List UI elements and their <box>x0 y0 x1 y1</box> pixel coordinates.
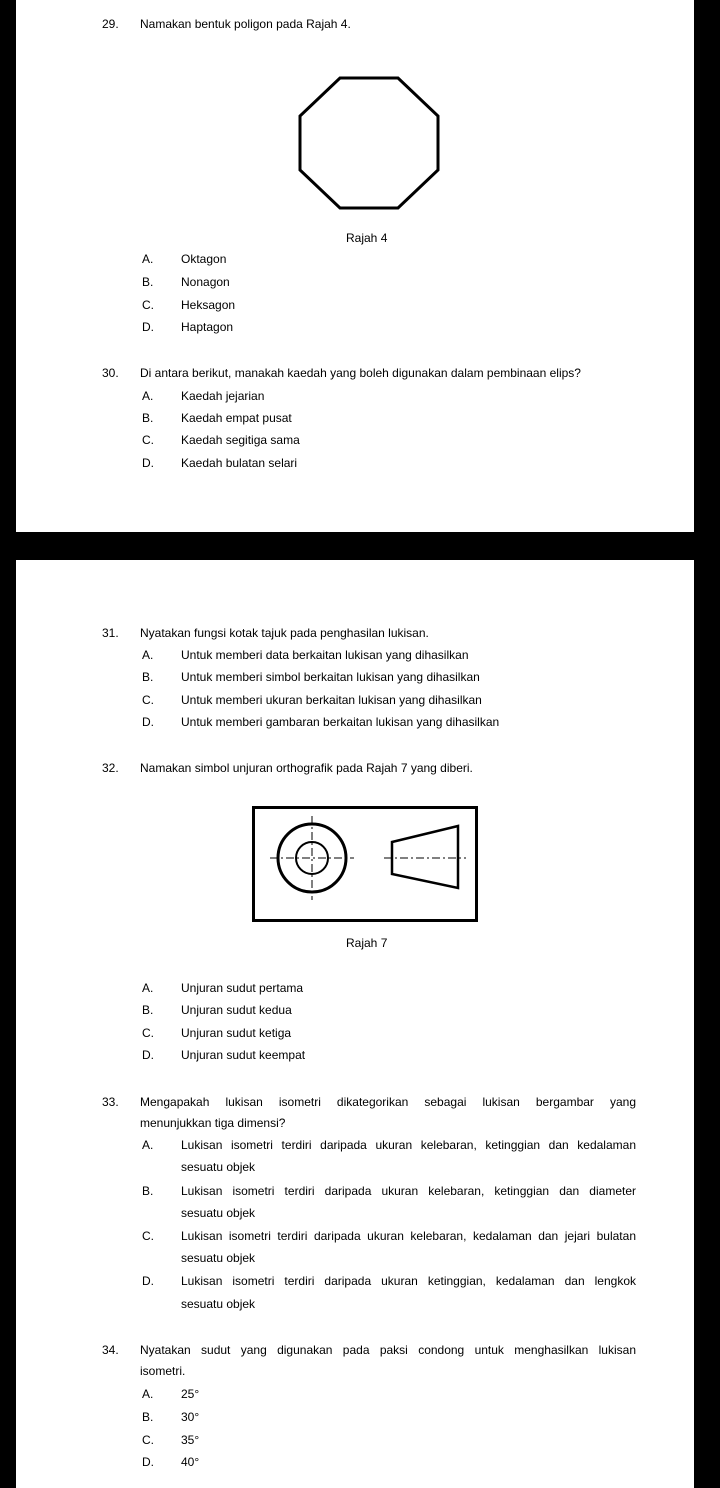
option-text: Unjuran sudut kedua <box>181 1003 292 1017</box>
option-letter: B. <box>142 1184 154 1198</box>
option-text: Unjuran sudut ketiga <box>181 1026 292 1040</box>
option-letter: D. <box>142 1274 154 1288</box>
option-text-line2: sesuatu objek <box>181 1206 256 1220</box>
option-letter: C. <box>142 693 154 707</box>
option-letter: C. <box>142 433 154 447</box>
question-text: Namakan simbol unjuran orthografik pada Rajah 7 yang diberi. <box>140 761 473 775</box>
option-letter: C. <box>142 1026 154 1040</box>
page-1 <box>16 0 694 532</box>
option-letter: A. <box>142 981 154 995</box>
question-text: Di antara berikut, manakah kaedah yang boleh digunakan dalam pembinaan elips? <box>140 366 581 380</box>
option-text: Untuk memberi data berkaitan lukisan yang dihasilkan <box>181 648 469 662</box>
option-text: 25° <box>181 1387 200 1401</box>
option-text: Kaedah bulatan selari <box>181 456 298 470</box>
option-letter: B. <box>142 275 154 289</box>
option-text: Nonagon <box>181 275 230 289</box>
figure-caption: Rajah 4 <box>346 231 388 245</box>
option-letter: D. <box>142 320 154 334</box>
question-text: Namakan bentuk poligon pada Rajah 4. <box>140 17 351 31</box>
option-text: Kaedah jejarian <box>181 389 265 403</box>
projection-symbol-figure <box>252 806 478 922</box>
option-text-line1: Lukisan isometri terdiri daripada ukuran kelebaran, kedalaman dan jejari bulatan <box>181 1229 636 1243</box>
option-text: Kaedah empat pusat <box>181 411 292 425</box>
option-letter: D. <box>142 456 154 470</box>
option-text: Haptagon <box>181 320 234 334</box>
option-text: Oktagon <box>181 252 227 266</box>
option-letter: B. <box>142 1410 154 1424</box>
option-text: 40° <box>181 1455 200 1469</box>
option-letter: C. <box>142 298 154 312</box>
option-text-line1: Lukisan isometri terdiri daripada ukuran kelebaran, ketinggian dan diameter <box>181 1184 636 1198</box>
option-letter: B. <box>142 411 154 425</box>
option-text: Untuk memberi ukuran berkaitan lukisan yang dihasilkan <box>181 693 482 707</box>
option-text-line2: sesuatu objek <box>181 1160 256 1174</box>
option-text-line1: Lukisan isometri terdiri daripada ukuran kelebaran, ketinggian dan kedalaman <box>181 1138 636 1152</box>
option-text: Unjuran sudut keempat <box>181 1048 306 1062</box>
option-letter: D. <box>142 715 154 729</box>
option-letter: A. <box>142 648 154 662</box>
option-letter: B. <box>142 1003 154 1017</box>
question-text-line1: Nyatakan sudut yang digunakan pada paksi condong untuk menghasilkan lukisan <box>140 1343 636 1357</box>
option-text: Untuk memberi gambaran berkaitan lukisan yang dihasilkan <box>181 715 500 729</box>
option-text-line1: Lukisan isometri terdiri daripada ukuran ketinggian, kedalaman dan lengkok <box>181 1274 636 1288</box>
option-text-line2: sesuatu objek <box>181 1297 256 1311</box>
option-text: Heksagon <box>181 298 236 312</box>
figure-caption: Rajah 7 <box>346 936 388 950</box>
question-number: 32. <box>102 761 119 775</box>
option-letter: C. <box>142 1433 154 1447</box>
question-number: 34. <box>102 1343 119 1357</box>
option-text: Kaedah segitiga sama <box>181 433 300 447</box>
option-letter: A. <box>142 1138 154 1152</box>
option-letter: D. <box>142 1048 154 1062</box>
question-number: 31. <box>102 626 119 640</box>
option-letter: A. <box>142 252 154 266</box>
option-letter: B. <box>142 670 154 684</box>
question-number: 30. <box>102 366 119 380</box>
question-number: 33. <box>102 1095 119 1109</box>
question-text: Nyatakan fungsi kotak tajuk pada penghasilan lukisan. <box>140 626 429 640</box>
option-text-line2: sesuatu objek <box>181 1251 256 1265</box>
question-number: 29. <box>102 17 119 31</box>
option-letter: A. <box>142 1387 154 1401</box>
question-text-line2: isometri. <box>140 1364 186 1378</box>
octagon-figure <box>298 76 440 210</box>
option-text: 30° <box>181 1410 200 1424</box>
option-text: 35° <box>181 1433 200 1447</box>
question-text-line2: menunjukkan tiga dimensi? <box>140 1116 286 1130</box>
option-letter: C. <box>142 1229 154 1243</box>
option-letter: D. <box>142 1455 154 1469</box>
question-text-line1: Mengapakah lukisan isometri dikategorikan sebagai lukisan bergambar yang <box>140 1095 636 1109</box>
page-2 <box>16 560 694 1488</box>
option-letter: A. <box>142 389 154 403</box>
option-text: Unjuran sudut pertama <box>181 981 304 995</box>
option-text: Untuk memberi simbol berkaitan lukisan yang dihasilkan <box>181 670 480 684</box>
